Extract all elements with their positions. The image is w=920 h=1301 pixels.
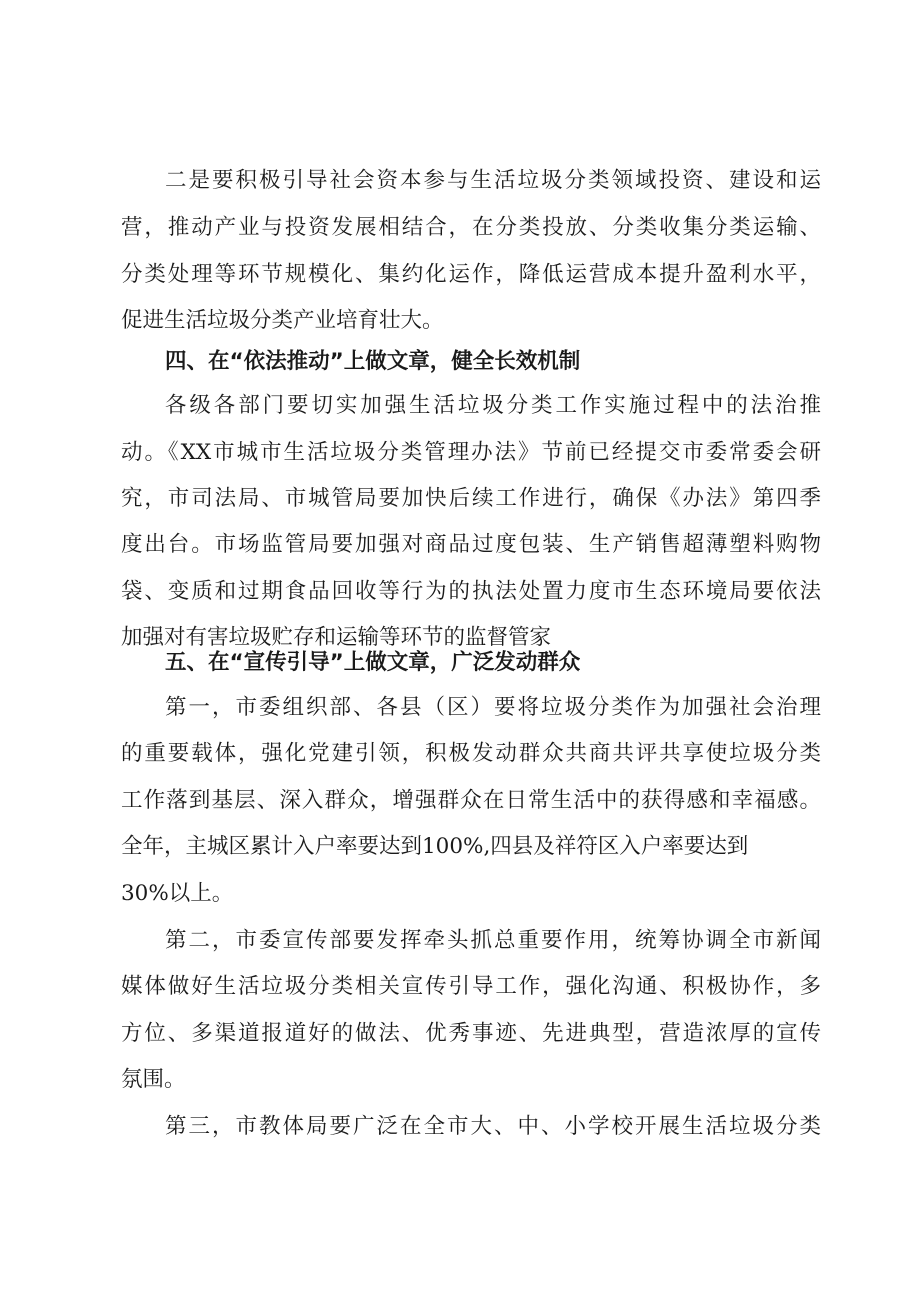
paragraph-line: 营，推动产业与投资发展相结合，在分类投放、分类收集分类运输、 [121, 215, 821, 240]
paragraph-line: 究，市司法局、市城管局要加快后续工作进行，确保《办法》第四季 [121, 486, 821, 511]
paragraph-line: 全年，主城区累计入户率要达到100%,四县及祥符区入户率要达到 [121, 834, 749, 859]
paragraph-line: 的重要载体，强化党建引领，积极发动群众共商共评共享使垃圾分类 [121, 741, 821, 766]
paragraph-line: 第三，市教体局要广泛在全市大、中、小学校开展生活垃圾分类 [165, 1114, 821, 1139]
paragraph-line: 氛围。 [121, 1067, 186, 1092]
paragraph-line: 方位、多渠道报道好的做法、优秀事迹、先进典型，营造浓厚的宣传 [121, 1021, 821, 1046]
paragraph-line: 工作落到基层、深入群众，增强群众在日常生活中的获得感和幸福感。 [121, 788, 821, 813]
paragraph-line: 媒体做好生活垃圾分类相关宣传引导工作，强化沟通、积极协作，多 [121, 974, 821, 999]
paragraph-line: 二是要积极引导社会资本参与生活垃圾分类领域投资、建设和运 [165, 168, 821, 193]
paragraph-line: 加强对有害垃圾贮存和运输等环节的监督管家 [121, 625, 552, 650]
paragraph-line: 第一，市委组织部、各县（区）要将垃圾分类作为加强社会治理 [165, 695, 821, 720]
paragraph-line: 分类处理等环节规模化、集约化运作，降低运营成本提升盈利水平， [121, 262, 821, 287]
paragraph-line: 动。《XX市城市生活垃圾分类管理办法》节前已经提交市委常委会研 [121, 440, 821, 465]
paragraph-line: 袋、变质和过期食品回收等行为的执法处置力度市生态环境局要依法 [121, 579, 821, 604]
paragraph-line: 促进生活垃圾分类产业培育壮大。 [121, 308, 444, 333]
section-heading: 四、在“依法推动”上做文章，健全长效机制 [165, 349, 581, 374]
paragraph-line: 度出台。市场监管局要加强对商品过度包装、生产销售超薄塑料购物 [121, 532, 821, 557]
paragraph-line: 30%以上。 [121, 881, 234, 906]
paragraph-line: 第二，市委宣传部要发挥牵头抓总重要作用，统筹协调全市新闻 [165, 928, 821, 953]
section-heading: 五、在“宣传引导”上做文章，广泛发动群众 [165, 650, 581, 675]
paragraph-line: 各级各部门要切实加强生活垃圾分类工作实施过程中的法治推 [165, 393, 821, 418]
